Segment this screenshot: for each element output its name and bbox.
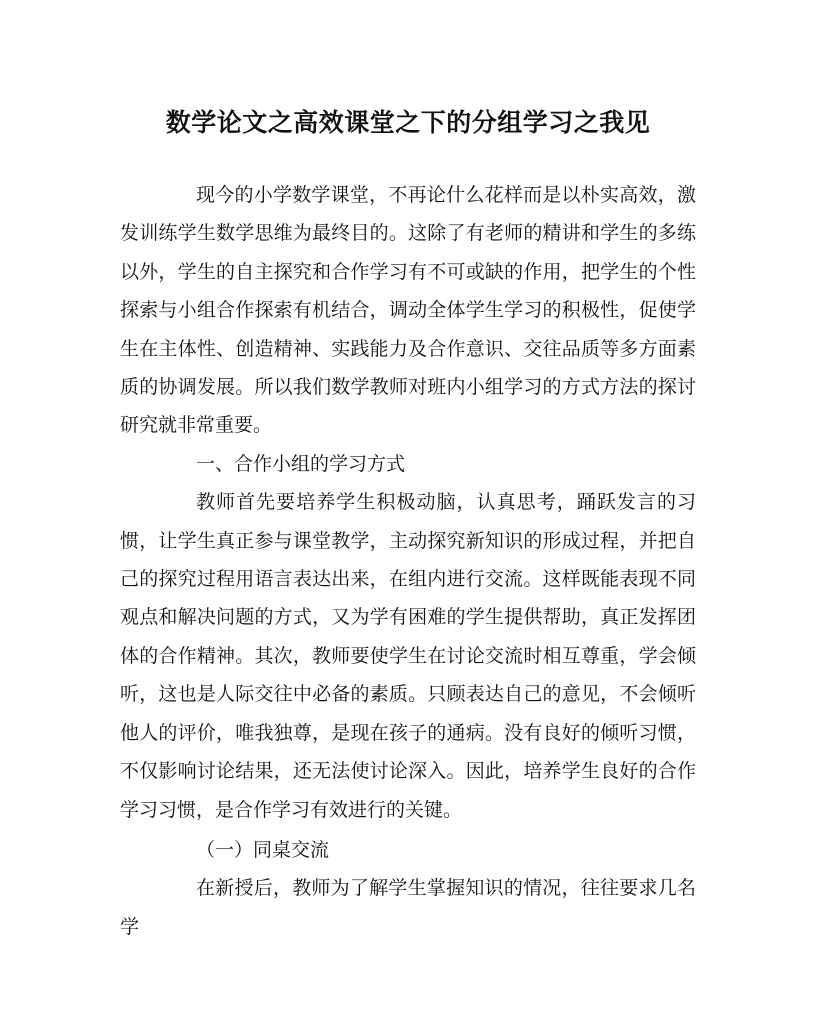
- document-body: [120, 176, 696, 946]
- document-title: 数学论文之高效课堂之下的分组学习之我见: [165, 108, 651, 137]
- intro-paragraph: 现今的小学数学课堂，不再论什么花样而是以朴实高效，激发训练学生数学思维为最终目的。这除了有老师的精讲和学生的多练以外，学生的自主探究和合作学习有不可或缺的作用，把学生的个性探索与小组合作探索有机结合，调动全体学生学习的积极性，促使学生在主体性、创造精神、实践能力及合作意识、交往品质等多方面素质的协调发展。所以我们数学教师对班内小组学习的方式方法的探讨研究就非常重要。: [120, 184, 696, 437]
- subsection-heading-desk-mate-exchange: （一）同桌交流: [196, 838, 330, 861]
- section-paragraph-cooperative-groups: 教师首先要培养学生积极动脑，认真思考，踊跃发言的习惯，让学生真正参与课堂教学，主动探究新知识的形成过程，并把自己的探究过程用语言表达出来，在组内进行交流。这样既能表现不同观点和解决问题的方式，又为学有困难的学生提供帮助，真正发挥团体的合作精神。其次，教师要使学生在讨论交流时相互尊重，学会倾听，这也是人际交往中必备的素质。只顾表达自己的意见，不会倾听他人的评价，唯我独尊，是现在孩子的通病。没有良好的倾听习惯，不仅影响讨论结果，还无法使讨论深入。因此，培养学生良好的合作学习习惯，是合作学习有效进行的关键。: [120, 491, 696, 821]
- subsection-paragraph-desk-mate-exchange: 在新授后，教师为了解学生掌握知识的情况，往往要求几名学: [120, 877, 696, 938]
- section-heading-cooperative-groups: 一、合作小组的学习方式: [196, 452, 406, 475]
